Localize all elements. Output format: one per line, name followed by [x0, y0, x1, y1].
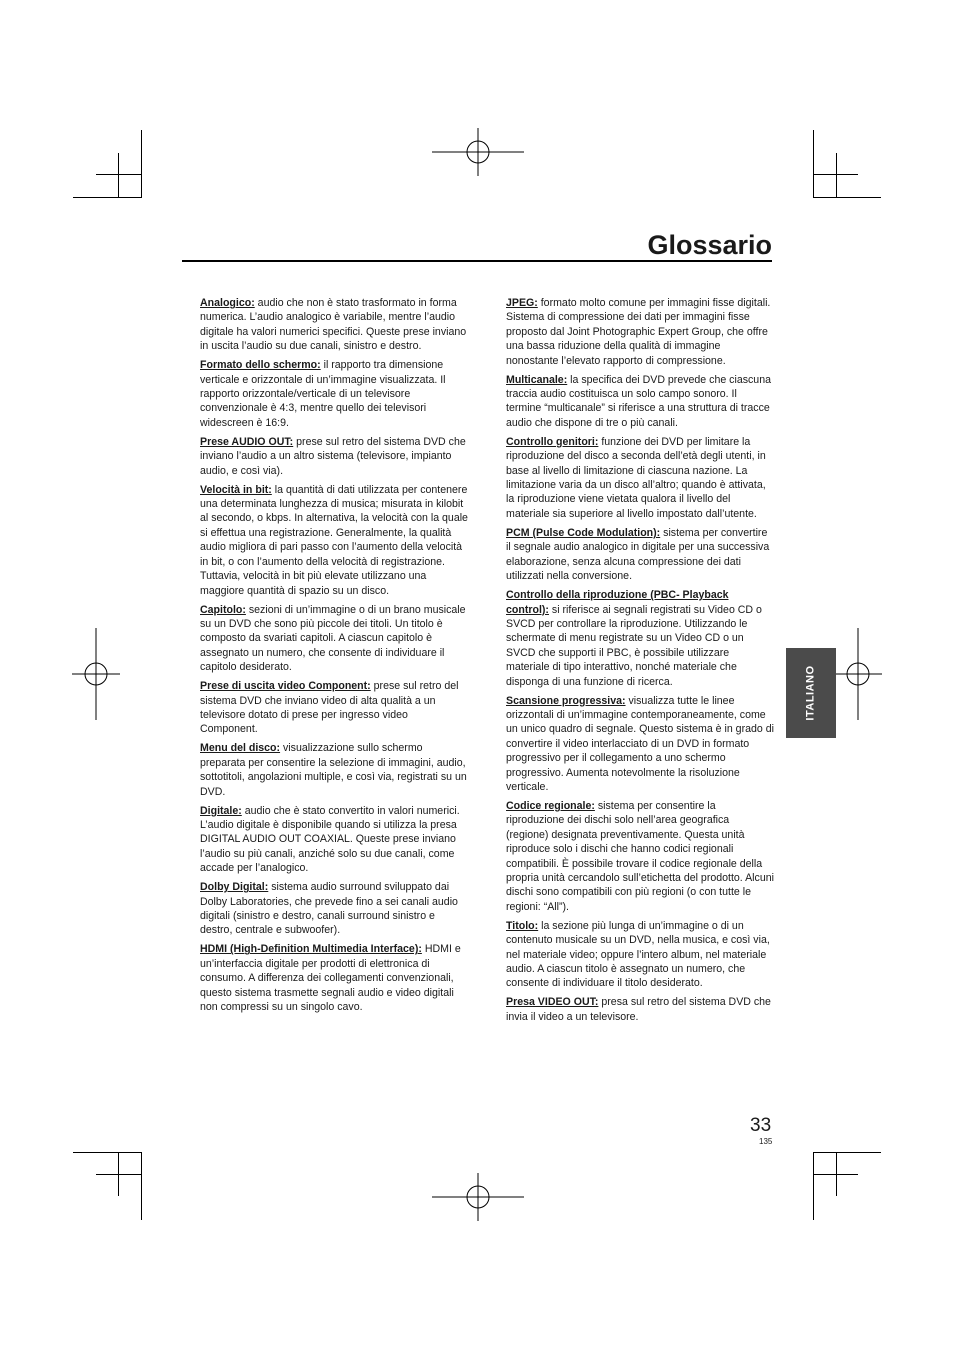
- glossary-term: Codice regionale:: [506, 799, 595, 812]
- language-tab-label: ITALIANO: [805, 665, 817, 721]
- glossary-entry: [506, 526, 774, 584]
- glossary-entry: [200, 679, 468, 737]
- glossary-definition: prese sul retro del sistema DVD che inviano l’audio a un altro sistema (televisore, impianto audio, e così via).: [200, 435, 466, 477]
- glossary-definition: presa sul retro del sistema DVD che invia il video a un televisore.: [506, 996, 771, 1023]
- glossary-term: Controllo della riproduzione (PBC- Playback control):: [506, 589, 729, 616]
- crop-mark: [96, 174, 141, 175]
- crop-mark: [73, 197, 141, 198]
- glossary-definition: prese sul retro del sistema DVD che inviano video di alta qualità a un televisore dotato di prese per ingresso video Component.: [200, 680, 459, 736]
- glossary-term: Dolby Digital:: [200, 881, 269, 894]
- glossary-definition: sezioni di un’immagine o di un brano musicale su un DVD che sono più piccole dei titoli. Un titolo è composto da svariati capitoli. A ciascun capitolo è assegnato un numero, che consente di individuare il capitolo desiderato.: [200, 603, 466, 674]
- glossary-column-left: [200, 296, 468, 1019]
- page-number: 33: [750, 1115, 772, 1136]
- glossary-term: Scansione progressiva:: [506, 694, 626, 707]
- glossary-entry: [506, 588, 774, 689]
- glossary-entry: [506, 995, 774, 1024]
- crop-mark: [141, 130, 142, 198]
- registration-mark-bottom: [432, 1173, 524, 1221]
- glossary-entry: [506, 799, 774, 914]
- crop-mark: [813, 174, 858, 175]
- glossary-term: JPEG:: [506, 297, 538, 309]
- glossary-definition: audio che non è stato trasformato in forma numerica. L’audio analogico è variabile, mentre l’audio digitale ha valori numerici specifici. Queste prese inviano in uscita l’audio su due canali, sinistro e destro.: [200, 297, 467, 353]
- glossary-definition: sistema per convertire il segnale audio analogico in digitale per una successiva elaborazione, senza alcuna compressione dei dati utilizzati nella conversione.: [506, 526, 770, 583]
- glossary-definition: la specifica dei DVD prevede che ciascuna traccia audio costituisca un solo campo sonoro. Il termine “multicanale” si riferisce a una struttura di tracce audio che dispone di tre o più canali.: [506, 373, 771, 429]
- glossary-term: Formato dello schermo:: [200, 359, 321, 372]
- glossary-term: PCM (Pulse Code Modulation):: [506, 526, 661, 539]
- registration-mark-top: [432, 128, 524, 176]
- crop-mark: [813, 1174, 858, 1175]
- crop-mark: [813, 1152, 881, 1153]
- crop-mark: [813, 197, 881, 198]
- glossary-entry: [506, 919, 774, 991]
- crop-mark: [73, 1152, 141, 1153]
- glossary-column-right: [506, 296, 774, 1029]
- glossary-definition: visualizzazione sullo schermo preparata per consentire la selezione di immagini, audio, sottotitoli, angolazioni multiple, e così via, registrati su un DVD.: [200, 742, 467, 798]
- glossary-term: Velocità in bit:: [200, 483, 272, 496]
- glossary-entry: [200, 296, 468, 354]
- glossary-entry: [506, 296, 774, 368]
- glossary-definition: sistema per consentire la riproduzione dei dischi solo nell’area geografica (regione) designata preventivamente. Questa unità riproduce solo i dischi che hanno codici regionali compatibili. È possibile trovare il codice regionale della propria unità cercandolo sull’etichetta del prodotto. Alcuni dischi sono compatibili con più regioni (o con tutte le regioni: “All”).: [506, 799, 774, 913]
- glossary-definition: sistema audio surround sviluppato dai Dolby Laboratories, che prevede fino a sei canali audio digitali (sinistro e destro, canali surround sinistro e destro, centrale e subwoofer).: [200, 881, 458, 937]
- glossary-entry: [200, 483, 468, 598]
- crop-mark: [836, 153, 837, 197]
- glossary-entry: [200, 942, 468, 1014]
- glossary-term: Analogico:: [200, 297, 255, 309]
- glossary-definition: il rapporto tra dimensione verticale e orizzontale di un’immagine visualizzata. Il rapporto orizzontale/verticale di un televisore convenzionale è 4:3, mentre quello dei televisori widescreen è 16:9.: [200, 359, 446, 429]
- title-rule: [182, 260, 772, 262]
- crop-mark: [141, 1152, 142, 1220]
- glossary-term: Prese di uscita video Component:: [200, 680, 371, 693]
- glossary-term: Menu del disco:: [200, 742, 281, 755]
- glossary-definition: formato molto comune per immagini fisse digitali. Sistema di compressione dei dati per immagini fisse proposto dal Joint Photographic Expert Group, che offre una bassa riduzione della qualità di immagine nonostante l’elevato rapporto di compressione.: [506, 297, 771, 367]
- glossary-definition: funzione dei DVD per limitare la riproduzione del disco a seconda dell’età degli utenti, in base al livello di limitazione di ciascuna nazione. La limitazione varia da un disco all’altro; quando è attivata, la riproduzione viene vietata qualora il livello del materiale sia superiore al livello impostato dall’utente.: [506, 435, 766, 520]
- glossary-entry: [506, 694, 774, 795]
- glossary-term: Controllo genitori:: [506, 435, 599, 448]
- sub-page-number: 135: [759, 1137, 773, 1146]
- crop-mark: [96, 1174, 141, 1175]
- registration-mark-right: [834, 628, 882, 720]
- glossary-definition: si riferisce ai segnali registrati su Video CD o SVCD per controllare la riproduzione. Utilizzando le schermate di menu registrate su un Video CD o un SVCD che supporti il PBC, è possibile utilizzare materiale di tipo interattivo, nonché materiale che disponga di una funzione di ricerca.: [506, 603, 762, 688]
- glossary-term: Presa VIDEO OUT:: [506, 996, 599, 1009]
- glossary-entry: [200, 435, 468, 478]
- crop-mark: [118, 153, 119, 197]
- crop-mark: [813, 1152, 814, 1220]
- glossary-term: Digitale:: [200, 804, 242, 817]
- glossary-entry: [200, 804, 468, 876]
- glossary-definition: visualizza tutte le linee orizzontali di un’immagine contemporaneamente, come un unico quadro di segnale. Questo sistema è in grado di convertire il video interlacciato di un DVD in formato progressivo per il collegamento a uno schermo progressivo. Aumenta notevolmente la risoluzione verticale.: [506, 694, 774, 793]
- glossary-entry: [506, 373, 774, 431]
- page-title: Glossario: [647, 230, 772, 260]
- crop-mark: [813, 130, 814, 198]
- glossary-entry: [200, 603, 468, 675]
- glossary-term: Titolo:: [506, 919, 539, 932]
- glossary-term: HDMI (High-Definition Multimedia Interface):: [200, 943, 422, 956]
- glossary-definition: la sezione più lunga di un’immagine o di un contenuto musicale su un DVD, nella musica, e così via, nel materiale video; oppure l’intero album, nel materiale audio. A ciascun titolo è assegnato un numero, che consente di individuare il titolo desiderato.: [506, 919, 770, 990]
- glossary-entry: [200, 741, 468, 799]
- language-tab: [786, 648, 836, 738]
- glossary-entry: [200, 358, 468, 430]
- glossary-entry: [506, 435, 774, 521]
- glossary-term: Capitolo:: [200, 603, 246, 616]
- glossary-term: Multicanale:: [506, 373, 568, 386]
- glossary-definition: la quantità di dati utilizzata per contenere una determinata lunghezza di musica; misurata in kilobit al secondo, o kbps. In alternativa, la velocità con la quale si effettua una registrazione. Generalmente, la qualità audio migliora di pari passo con l’aumento della velocità in bit, o con l’aumento della velocità di registrazione. Tuttavia, velocità in bit più elevate utilizzano una maggiore quantità di spazio su un disco.: [200, 483, 468, 597]
- glossary-entry: [200, 880, 468, 938]
- registration-mark-left: [72, 628, 120, 720]
- glossary-definition: audio che è stato convertito in valori numerici. L’audio digitale è disponibile quando si utilizza la presa DIGITAL AUDIO OUT COAXIAL. Queste prese inviano l’audio su più canali, anziché solo su due canali, come accade per l’analogico.: [200, 804, 460, 875]
- glossary-definition: HDMI e un’interfaccia digitale per prodotti di elettronica di consumo. A differenza dei collegamenti convenzionali, questo sistema trasmette segnali audio e video digitali non compressi su un singolo cavo.: [200, 943, 461, 1014]
- glossary-term: Prese AUDIO OUT:: [200, 435, 294, 448]
